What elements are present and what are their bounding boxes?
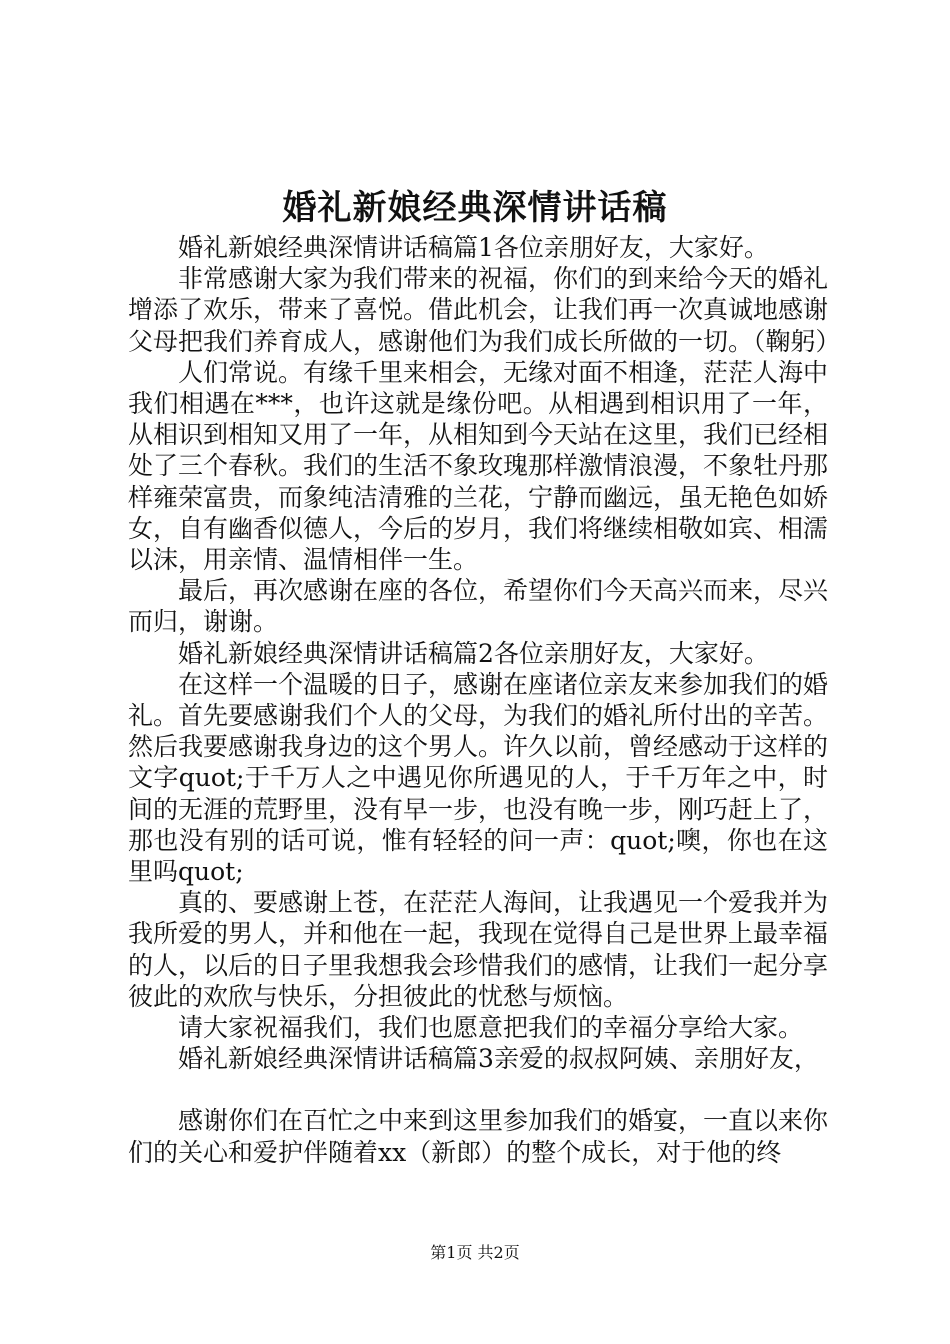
paragraph: 非常感谢大家为我们带来的祝福，你们的到来给今天的婚礼增添了欢乐，带来了喜悦。借此机会，让我们再一次真诚地感谢父母把我们养育成人，感谢他们为我们成长所做的一切。（鞠躬） (128, 264, 841, 356)
document-title: 婚礼新娘经典深情讲话稿 (282, 188, 668, 228)
paragraph: 在这样一个温暖的日子，感谢在座诸位亲友来参加我们的婚礼。首先要感谢我们个人的父母，为我们的婚礼所付出的辛苦。然后我要感谢我身边的这个男人。许久以前，曾经感动于这样的文字quot;于千万人之中遇见你所遇见的人，于千万年之中，时间的无涯的荒野里，没有早一步，也没有晚一步，刚巧赶上了，那也没有别的话可说，惟有轻轻的问一声：quot;噢，你也在这里吗quot; (128, 669, 829, 887)
paragraph: 感谢你们在百忙之中来到这里参加我们的婚宴，一直以来你们的关心和爱护伴随着xx（新郎）的整个成长，对于他的终 (128, 1106, 829, 1167)
page-footer: 第1页 共2页 (430, 1243, 520, 1262)
paragraph: 人们常说。有缘千里来相会，无缘对面不相逢，茫茫人海中我们相遇在***，也许这就是缘份吧。从相遇到相识用了一年，从相识到相知又用了一年，从相知到今天站在这里，我们已经相处了三个春秋。我们的生活不象玫瑰那样激情浪漫，不象牡丹那样雍荣富贵，而象纯洁清雅的兰花，宁静而幽远，虽无艳色如娇女，自有幽香似德人，今后的岁月，我们将继续相敬如宾、相濡以沫，用亲情、温情相伴一生。 (128, 357, 829, 575)
paragraph: 最后，再次感谢在座的各位，希望你们今天高兴而来，尽兴而归，谢谢。 (128, 576, 829, 637)
paragraph: 婚礼新娘经典深情讲话稿篇1各位亲朋好友，大家好。 (178, 233, 769, 262)
paragraph: 婚礼新娘经典深情讲话稿篇2各位亲朋好友，大家好。 (178, 638, 769, 668)
paragraph: 婚礼新娘经典深情讲话稿篇3亲爱的叔叔阿姨、亲朋好友， (178, 1044, 819, 1074)
paragraph: 请大家祝福我们，我们也愿意把我们的幸福分享给大家。 (178, 1013, 804, 1043)
document-body (128, 232, 841, 1168)
paragraph: 真的、要感谢上苍，在茫茫人海间，让我遇见一个爱我并为我所爱的男人，并和他在一起，我现在觉得自己是世界上最幸福的人，以后的日子里我想我会珍惜我们的感情，让我们一起分享彼此的欢欣与快乐，分担彼此的忧愁与烦恼。 (128, 888, 829, 1011)
